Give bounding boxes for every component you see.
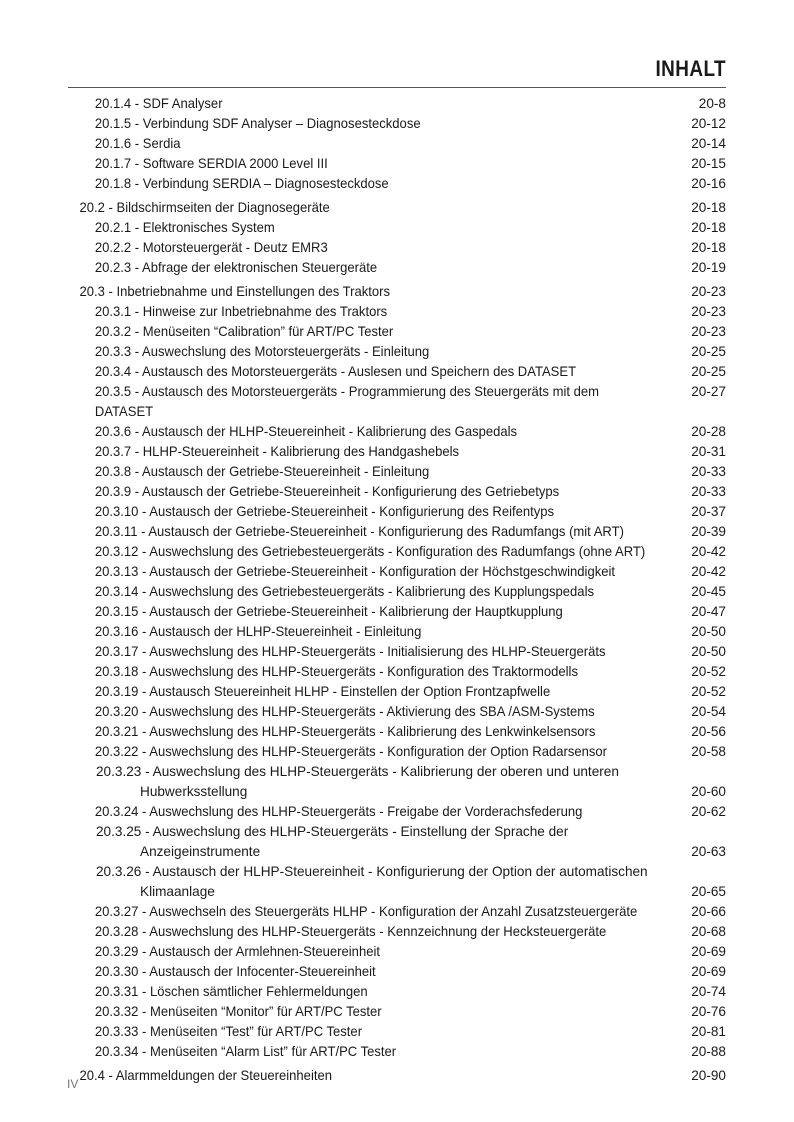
toc-entry[interactable] [68,134,726,154]
toc-entry[interactable] [68,1022,726,1042]
toc-entry-title: 20.3.24 - Auswechslung des HLHP-Steuergeräts - Freigabe der Vorderachsfederung [94,804,583,819]
toc-entry[interactable] [68,174,726,194]
toc-entry-title: 20.3.15 - Austausch der Getriebe-Steuereinheit - Kalibrierung der Hauptkupplung [94,604,563,619]
toc-entry-title: 20.1.4 - SDF Analyser [94,96,223,111]
toc-entry[interactable] [68,962,726,982]
toc-entry-page: 20-18 [691,200,726,215]
toc-entry[interactable] [68,862,726,902]
toc-entry[interactable] [68,922,726,942]
toc-entry-page: 20-15 [691,156,726,171]
toc-entry-page: 20-60 [691,784,726,799]
toc-entry-page: 20-18 [691,240,726,255]
toc-entry-page: 20-54 [691,704,726,719]
toc-entry[interactable] [68,802,726,822]
toc-entry-title: 20.3.20 - Auswechslung des HLHP-Steuergeräts - Aktivierung des SBA /ASM-Systems [94,704,595,719]
toc-entry-page: 20-25 [691,364,726,379]
toc-entry-title-continuation: Hubwerksstellung [140,784,248,799]
toc-entry-page: 20-28 [691,424,726,439]
toc-entry-title: 20.3.26 - Austausch der HLHP-Steuereinheit - Konfigurierung der Option der automatischen [96,864,648,879]
toc-entry[interactable] [68,218,726,238]
toc-entry-title-continuation: Klimaanlage [140,884,215,899]
toc-entry-title: 20.3.31 - Löschen sämtlicher Fehlermeldungen [94,984,368,999]
toc-entry-page: 20-50 [691,644,726,659]
toc-entry-title: 20.3.6 - Austausch der HLHP-Steuereinheit - Kalibrierung des Gaspedals [94,424,518,439]
toc-entry-title: 20.2.1 - Elektronisches System [94,220,275,235]
toc-entry-page: 20-23 [691,304,726,319]
toc-entry-page: 20-65 [691,884,726,899]
toc-entry-title-continuation: Anzeigeinstrumente [140,844,261,859]
toc-entry-page: 20-37 [691,504,726,519]
toc-entry-page: 20-62 [691,804,726,819]
toc-entry-title: 20.3.2 - Menüseiten “Calibration” für ART/PC Tester [94,324,394,339]
toc-entry-title: 20.3.16 - Austausch der HLHP-Steuereinheit - Einleitung [94,624,422,639]
toc-entry-title: 20.3.7 - HLHP-Steuereinheit - Kalibrierung des Handgashebels [94,444,460,459]
toc-entry[interactable] [68,662,726,682]
toc-entry-page: 20-52 [691,664,726,679]
toc-entry-page: 20-42 [691,564,726,579]
toc-entry[interactable] [68,342,726,362]
toc-entry-title: 20.3.9 - Austausch der Getriebe-Steuereinheit - Konfigurierung des Getriebetyps [94,484,560,499]
toc-entry-title: 20.3.22 - Auswechslung des HLHP-Steuergeräts - Konfiguration der Option Radarsensor [94,744,608,759]
toc-entry[interactable] [68,762,726,802]
toc-entry[interactable] [68,542,726,562]
toc-entry-title: 20.3.5 - Austausch des Motorsteuergeräts - Programmierung des Steuergeräts mit dem DATASET [94,384,599,419]
toc-entry-title: 20.3.3 - Auswechslung des Motorsteuergeräts - Einleitung [94,344,430,359]
toc-entry[interactable] [68,302,726,322]
toc-entry[interactable] [68,1002,726,1022]
toc-entry[interactable] [68,602,726,622]
toc-entry-page: 20-16 [691,176,726,191]
toc-entry-title: 20.2 - Bildschirmseiten der Diagnosegeräte [79,200,330,215]
toc-entry-page: 20-74 [691,984,726,999]
toc-entry-page: 20-90 [691,1068,726,1083]
toc-entry[interactable] [68,1042,726,1062]
toc-entry-page: 20-18 [691,220,726,235]
toc-entry-title: 20.1.7 - Software SERDIA 2000 Level III [94,156,328,171]
toc-entry[interactable] [68,682,726,702]
toc-entry[interactable] [68,238,726,258]
toc-entry-title: 20.3.28 - Auswechslung des HLHP-Steuergeräts - Kennzeichnung der Hecksteuergeräte [94,924,607,939]
toc-entry-page: 20-69 [691,944,726,959]
toc-entry[interactable] [68,522,726,542]
toc-entry[interactable] [68,642,726,662]
toc-entry[interactable] [68,1066,726,1086]
toc-entry-page: 20-56 [691,724,726,739]
toc-entry-page: 20-19 [691,260,726,275]
toc-entry[interactable] [68,282,726,302]
toc-entry-title: 20.3 - Inbetriebnahme und Einstellungen des Traktors [79,284,391,299]
toc-entry-title: 20.3.18 - Auswechslung des HLHP-Steuergeräts - Konfiguration des Traktormodells [94,664,578,679]
toc-entry-page: 20-50 [691,624,726,639]
toc-entry-page: 20-33 [691,464,726,479]
toc-entry-title: 20.1.8 - Verbindung SERDIA – Diagnosesteckdose [94,176,389,191]
toc-entry-title: 20.3.8 - Austausch der Getriebe-Steuereinheit - Einleitung [94,464,430,479]
toc-entry-title: 20.3.4 - Austausch des Motorsteuergeräts - Auslesen und Speichern des DATASET [94,364,577,379]
toc-entry-title: 20.1.5 - Verbindung SDF Analyser – Diagnosesteckdose [94,116,421,131]
toc-entry-page: 20-31 [691,444,726,459]
toc-entry[interactable] [68,94,726,114]
toc-entry-title: 20.3.19 - Austausch Steuereinheit HLHP - Einstellen der Option Frontzapfwelle [94,684,551,699]
toc-entry[interactable] [68,822,726,862]
toc-entry-title: 20.3.12 - Auswechslung des Getriebesteuergeräts - Konfiguration des Radumfangs (ohne ART) [94,544,646,559]
toc-entry[interactable] [68,482,726,502]
toc-entry-title: 20.3.23 - Auswechslung des HLHP-Steuergeräts - Kalibrierung der oberen und unteren [96,764,619,779]
toc-entry-page: 20-88 [691,1044,726,1059]
toc-entry-title: 20.3.27 - Auswechseln des Steuergeräts HLHP - Konfiguration der Anzahl Zusatzsteuergeräte [94,904,638,919]
toc-entry-page: 20-14 [691,136,726,151]
toc-entry-title: 20.3.25 - Auswechslung des HLHP-Steuergeräts - Einstellung der Sprache der [96,824,569,839]
toc-entry-title: 20.3.1 - Hinweise zur Inbetriebnahme des Traktors [94,304,388,319]
toc-entry-title: 20.3.29 - Austausch der Armlehnen-Steuereinheit [94,944,380,959]
toc-entry-title: 20.2.3 - Abfrage der elektronischen Steuergeräte [94,260,378,275]
toc-entry[interactable] [68,982,726,1002]
toc-entry-page: 20-27 [691,384,726,399]
toc-entry[interactable] [68,582,726,602]
toc-entry[interactable] [68,722,726,742]
toc-entry[interactable] [68,902,726,922]
toc-entry-title: 20.3.14 - Auswechslung des Getriebesteuergeräts - Kalibrierung des Kupplungspedals [94,584,595,599]
toc-entry[interactable] [68,198,726,218]
table-of-contents [68,94,726,1086]
toc-entry[interactable] [68,362,726,382]
toc-entry[interactable] [68,382,726,422]
toc-entry-page: 20-33 [691,484,726,499]
page-number: IV [67,1077,79,1091]
toc-entry-page: 20-12 [691,116,726,131]
toc-entry[interactable] [68,502,726,522]
toc-entry-title: 20.3.17 - Auswechslung des HLHP-Steuergeräts - Initialisierung des HLHP-Steuergeräts [94,644,606,659]
toc-entry-page: 20-23 [691,324,726,339]
toc-entry[interactable] [68,114,726,134]
toc-entry-page: 20-69 [691,964,726,979]
toc-entry-title: 20.3.32 - Menüseiten “Monitor” für ART/PC Tester [94,1004,382,1019]
toc-entry-page: 20-42 [691,544,726,559]
toc-entry-page: 20-45 [691,584,726,599]
toc-entry-page: 20-25 [691,344,726,359]
toc-entry-page: 20-8 [698,96,726,111]
toc-entry[interactable] [68,154,726,174]
toc-entry[interactable] [68,422,726,442]
toc-entry[interactable] [68,462,726,482]
toc-entry-title: 20.2.2 - Motorsteuergerät - Deutz EMR3 [94,240,328,255]
toc-entry-title: 20.3.11 - Austausch der Getriebe-Steuereinheit - Konfigurierung des Radumfangs (mit ART) [94,524,624,539]
toc-entry[interactable] [68,442,726,462]
toc-entry-page: 20-23 [691,284,726,299]
toc-entry-title: 20.3.13 - Austausch der Getriebe-Steuereinheit - Konfiguration der Höchstgeschwindigkeit [94,564,616,579]
toc-entry[interactable] [68,322,726,342]
toc-entry-title: 20.3.10 - Austausch der Getriebe-Steuereinheit - Konfigurierung des Reifentyps [94,504,555,519]
toc-entry-page: 20-52 [691,684,726,699]
toc-entry-page: 20-76 [691,1004,726,1019]
toc-entry[interactable] [68,622,726,642]
toc-entry[interactable] [68,702,726,722]
toc-entry-page: 20-47 [691,604,726,619]
toc-entry-page: 20-39 [691,524,726,539]
page-title: INHALT [655,56,726,81]
toc-entry[interactable] [68,742,726,762]
toc-entry-title: 20.3.30 - Austausch der Infocenter-Steuereinheit [94,964,376,979]
toc-entry-title: 20.3.34 - Menüseiten “Alarm List” für ART/PC Tester [94,1044,397,1059]
toc-entry-title: 20.1.6 - Serdia [94,136,181,151]
header-divider [68,87,726,88]
toc-entry-title: 20.3.21 - Auswechslung des HLHP-Steuergeräts - Kalibrierung des Lenkwinkelsensors [94,724,596,739]
toc-entry-page: 20-63 [691,844,726,859]
toc-entry-title: 20.3.33 - Menüseiten “Test” für ART/PC Tester [94,1024,363,1039]
toc-entry-title: 20.4 - Alarmmeldungen der Steuereinheiten [79,1068,332,1083]
toc-entry[interactable] [68,942,726,962]
toc-entry[interactable] [68,562,726,582]
toc-entry-page: 20-58 [691,744,726,759]
toc-entry-page: 20-68 [691,924,726,939]
toc-entry[interactable] [68,258,726,278]
toc-entry-page: 20-66 [691,904,726,919]
toc-entry-page: 20-81 [691,1024,726,1039]
